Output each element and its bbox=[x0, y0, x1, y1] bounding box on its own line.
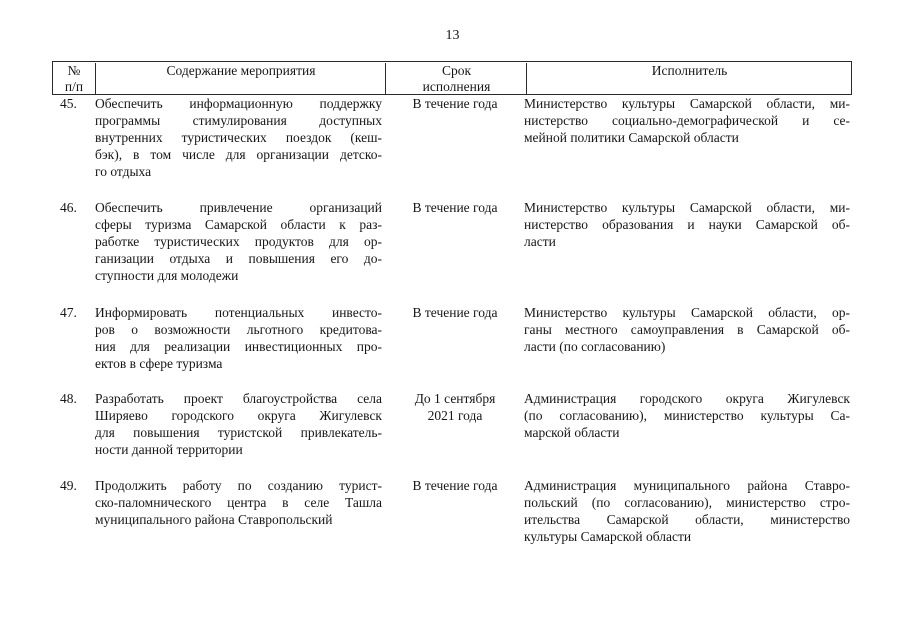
row-executor-line: Администрация муниципального района Ставро- bbox=[524, 478, 850, 493]
row-content-line: ско-паломнического центра в селе Ташла bbox=[95, 495, 382, 510]
row-content bbox=[95, 199, 382, 284]
row-executor-line: польский (по согласованию), министерство стро- bbox=[524, 495, 850, 510]
row-executor-line: Министерство культуры Самарской области, ми- bbox=[524, 200, 850, 215]
header-num bbox=[53, 63, 95, 95]
row-content-line: бэк), в том числе для организации детско- bbox=[95, 147, 382, 162]
row-executor-line: ганы местного самоуправления в Самарской об- bbox=[524, 322, 850, 337]
row-term bbox=[388, 390, 522, 424]
row-number: 47. bbox=[60, 305, 77, 320]
header-content-line: Содержание мероприятия bbox=[166, 63, 316, 78]
table-header bbox=[52, 61, 852, 95]
row-content-line: программы стимулирования доступных bbox=[95, 113, 382, 128]
row-content-line: Ширяево городского округа Жигулевск bbox=[95, 408, 382, 423]
header-num-line: п/п bbox=[64, 79, 84, 94]
row-content-line: муниципального района Ставропольский bbox=[95, 512, 333, 527]
row-number: 45. bbox=[60, 96, 77, 111]
row-content-line: ектов в сфере туризма bbox=[95, 356, 223, 371]
row-content-line: для повышения туристской привлекатель- bbox=[95, 425, 382, 440]
header-executor bbox=[526, 63, 852, 95]
row-executor-line: марской области bbox=[524, 425, 620, 440]
row-content bbox=[95, 304, 382, 372]
page-number: 13 bbox=[445, 28, 460, 43]
row-executor bbox=[524, 304, 850, 355]
row-content-line: Обеспечить привлечение организаций bbox=[95, 200, 382, 215]
row-term-line: В течение года bbox=[412, 305, 498, 320]
row-executor-line: нистерство социально-демографической и се- bbox=[524, 113, 850, 128]
row-content-line: сферы туризма Самарской области к раз- bbox=[95, 217, 382, 232]
row-term-line: До 1 сентября bbox=[414, 391, 496, 406]
row-executor-line: ласти (по согласованию) bbox=[524, 339, 666, 354]
row-content-line: внутренних туристических поездок (кеш- bbox=[95, 130, 382, 145]
row-content-line: Информировать потенциальных инвесто- bbox=[95, 305, 382, 320]
row-term-line: В течение года bbox=[412, 96, 498, 111]
row-term-line: 2021 года bbox=[427, 408, 483, 423]
row-number: 49. bbox=[60, 478, 77, 493]
row-content-line: ния для реализации инвестиционных про- bbox=[95, 339, 382, 354]
header-executor-line: Исполнитель bbox=[651, 63, 728, 78]
header-content bbox=[95, 63, 386, 95]
row-executor-line: ласти bbox=[524, 234, 556, 249]
row-executor bbox=[524, 477, 850, 545]
row-content-line: ности данной территории bbox=[95, 442, 243, 457]
row-term-line: В течение года bbox=[412, 478, 498, 493]
row-number: 46. bbox=[60, 200, 77, 215]
row-executor bbox=[524, 199, 850, 250]
row-content-line: Обеспечить информационную поддержку bbox=[95, 96, 382, 111]
row-content-line: Продолжить работу по созданию турист- bbox=[95, 478, 382, 493]
row-term bbox=[388, 199, 522, 216]
header-term bbox=[385, 63, 527, 95]
row-content-line: ров о возможности льготного кредитова- bbox=[95, 322, 382, 337]
row-content-line: ступности для молодежи bbox=[95, 268, 239, 283]
row-number: 48. bbox=[60, 391, 77, 406]
row-executor bbox=[524, 95, 850, 146]
row-content-line: работке туристических продуктов для ор- bbox=[95, 234, 382, 249]
row-term bbox=[388, 477, 522, 494]
row-term bbox=[388, 95, 522, 112]
header-num-line: № bbox=[67, 63, 81, 78]
row-term-line: В течение года bbox=[412, 200, 498, 215]
row-executor-line: Министерство культуры Самарской области, ор- bbox=[524, 305, 850, 320]
header-term-line: Срок bbox=[441, 63, 472, 78]
row-executor-line: (по согласованию), министерство культуры Са- bbox=[524, 408, 850, 423]
row-executor-line: культуры Самарской области bbox=[524, 529, 692, 544]
header-term-line: исполнения bbox=[422, 79, 491, 94]
row-term bbox=[388, 304, 522, 321]
row-executor-line: мейной политики Самарской области bbox=[524, 130, 739, 145]
row-content-line: Разработать проект благоустройства села bbox=[95, 391, 382, 406]
row-content-line: ганизации отдыха и повышения его до- bbox=[95, 251, 382, 266]
row-content-line: го отдыха bbox=[95, 164, 152, 179]
row-executor-line: Министерство культуры Самарской области, ми- bbox=[524, 96, 850, 111]
row-executor bbox=[524, 390, 850, 441]
row-content bbox=[95, 477, 382, 528]
row-executor-line: Администрация городского округа Жигулевск bbox=[524, 391, 850, 406]
row-executor-line: нистерство образования и науки Самарской об- bbox=[524, 217, 850, 232]
row-executor-line: ительства Самарской области, министерство bbox=[524, 512, 850, 527]
row-content bbox=[95, 390, 382, 458]
row-content bbox=[95, 95, 382, 180]
